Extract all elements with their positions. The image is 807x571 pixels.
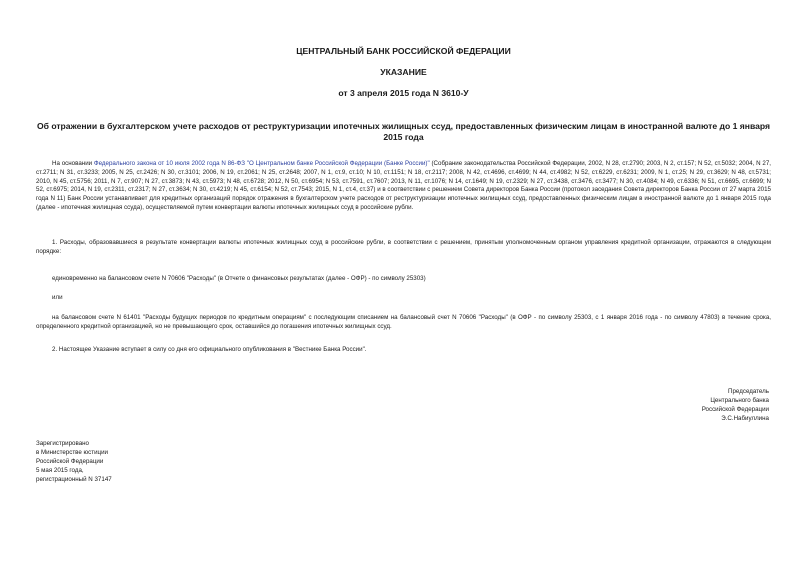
option-b-paragraph: на балансовом счете N 61401 "Расходы будущих периодов по кредитным операциям" с последующим списанием на балансовый счет N 70606 "Расходы" (в ОФР - по символу 25303, с 1 января 2016 года - по символу 47803) в течение срока, определенного кредитной организацией, но не превышающего срок, оставшийся до погашения ипотечных жилищных ссуд.: [36, 314, 771, 330]
preamble-paragraph: [36, 160, 771, 213]
issuer-heading: ЦЕНТРАЛЬНЫЙ БАНК РОССИЙСКОЙ ФЕДЕРАЦИИ: [296, 46, 511, 56]
preamble-text: (Собрание законодательства Российской Федерации, 2002, N 28, ст.2790; 2003, N 2, ст.157; N 52, ст.5032; 2004, N 27, ст.2711; N 31, ст.3233; 2005, N 25, ст.2426; N 30, ст.3101; 2006, N 19, ст.2061; N 25, ст.2648; 2007, N 1, ст.9, ст.10; N 10, ст.1151; N 18, ст.2117; 2008, N 42, ст.4696, ст.4699; N 44, ст.4982; N 52, ст.6229, ст.6231; 2009, N 1, ст.25; N 29, ст.3629; N 48, ст.5731; 2010, N 45, ст.5756; 2011, N 7, ст.907; N 27, ст.3873; N 43, ст.5973; N 48, ст.6728; 2012, N 50, ст.6954; N 53, ст.7591, ст.7607; 2013, N 11, ст.1076; N 14, ст.1649; N 19, ст.2329; N 27, ст.3438, ст.3476, ст.3477; N 30, ст.4084; N 49, ст.6336; N 51, ст.6695, ст.6699; N 52, ст.6975; 2014, N 19, ст.2311, ст.2317; N 27, ст.3634; N 30, ст.4219; N 45, ст.6154; N 52, ст.7543; 2015, N 1, ст.4, ст.37) и в соответствии с решением Совета директоров Банка России (протокол заседания Совета директоров Банка России от 27 марта 2015 года N 11) Банк России устанавливает для кредитных организаций порядок отражения в бухгалтерском учете расходов от реструктуризации ипотечных жилищных ссуд, предоставленных физическим лицам в иностранной валюте до 1 января 2015 года (далее - ипотечная жилищная ссуда), осуществляемой путем конвертации валюты ипотечных жилищных ссуд в российские рубли.: [36, 160, 772, 211]
or-separator: или: [52, 294, 63, 301]
signature-block: [589, 388, 769, 424]
document-date-heading: от 3 апреля 2015 года N 3610-У: [338, 88, 469, 98]
signature-line-2: Центрального банка: [710, 396, 769, 404]
document-type-heading: УКАЗАНИЕ: [380, 67, 427, 77]
central-bank-law-link[interactable]: "О Центральном банке Российской Федерации (Банке России)": [246, 160, 430, 167]
clause-1-paragraph: 1. Расходы, образовавшиеся в результате конвертации валюты ипотечных жилищных ссуд в российские рубли, в соответствии с решением, принятым уполномоченным органом управления кредитной организации, отражаются в следующем порядке:: [36, 239, 771, 255]
registration-line-1: Зарегистрировано: [36, 440, 89, 447]
document-title: Об отражении в бухгалтерском учете расходов от реструктуризации ипотечных жилищных ссуд, предоставленных физическим лицам в иностранной валюте до 1 января 2015 года: [36, 121, 771, 142]
option-a-paragraph: единовременно на балансовом счете N 70606 "Расходы" (в Отчете о финансовых результатах (далее - ОФР) - по символу 25303): [52, 275, 426, 282]
registration-block: [36, 440, 336, 485]
registration-line-2: в Министерстве юстиции: [36, 448, 109, 456]
signature-line-1: Председатель: [728, 388, 769, 395]
registration-number: регистрационный N 37147: [36, 475, 112, 483]
signature-name: Э.С.Набиуллина: [721, 414, 769, 422]
preamble-prefix: На основании: [52, 160, 94, 167]
federal-law-link[interactable]: Федерального закона от 10 июля 2002 года N 86-ФЗ: [93, 160, 245, 167]
clause-2-paragraph: 2. Настоящее Указание вступает в силу со дня его официального опубликования в "Вестнике Банка России".: [52, 346, 367, 353]
registration-date: 5 мая 2015 года,: [36, 466, 84, 474]
registration-line-3: Российской Федерации: [36, 457, 104, 465]
signature-line-3: Российской Федерации: [701, 405, 769, 413]
